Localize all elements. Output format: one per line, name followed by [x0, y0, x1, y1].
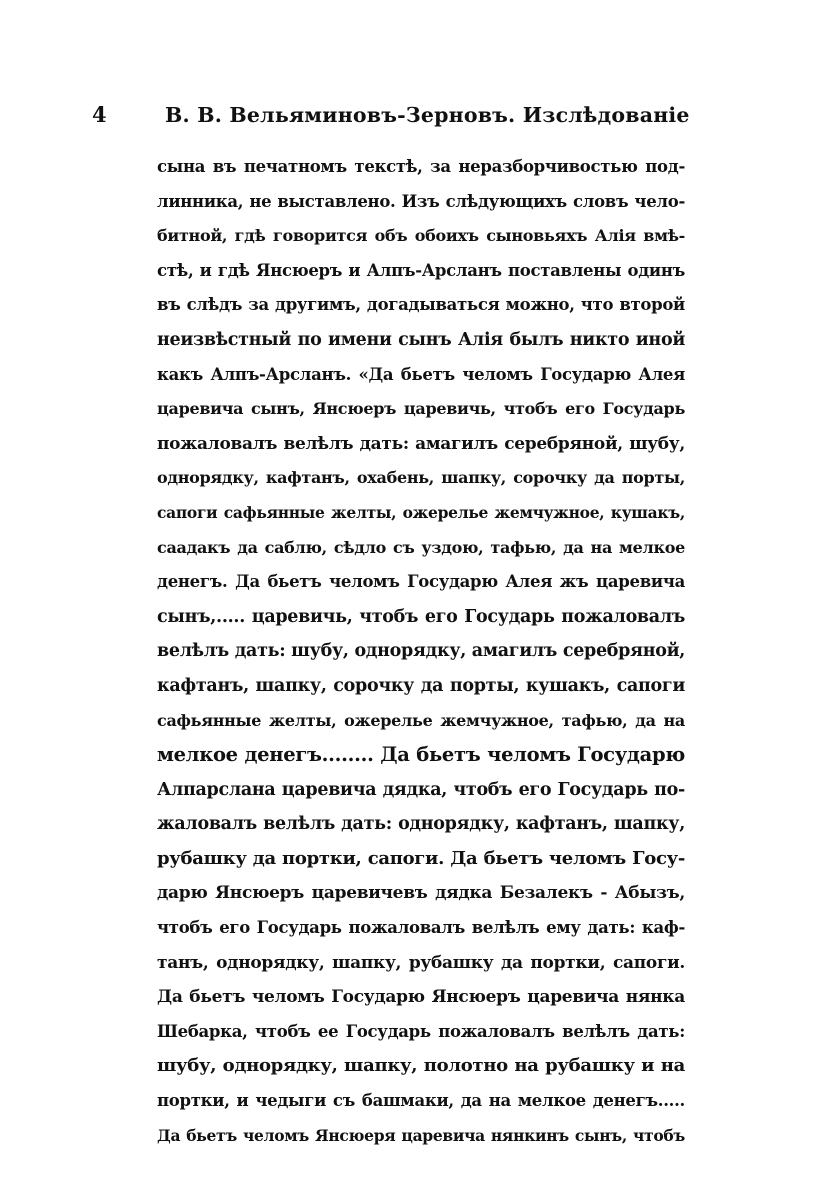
text-line: кафтанъ, шапку, сорочку да порты, кушакъ, сапоги [157, 675, 685, 696]
page-header [92, 100, 692, 130]
text-line: сына въ печатномъ текстѣ, за неразборчивостью под- [157, 157, 685, 176]
text-line: рубашку да портки, сапоги. Да бьетъ челомъ Госу- [157, 847, 685, 869]
text-line: сапоги сафьянные желты, ожерелье жемчужное, кушакъ, [157, 502, 685, 522]
text-line: линника, не выставлено. Изъ слѣдующихъ словъ чело- [157, 191, 685, 211]
text-line: Шебарка, чтобъ ее Государь пожаловалъ велѣлъ дать: [157, 1021, 685, 1041]
running-head: В. В. Вельяминовъ-Зерновъ. Изслѣдованіе [165, 103, 690, 127]
text-line: сынъ,..... царевичь, чтобъ его Государь пожаловалъ [157, 606, 685, 627]
text-line: битной, гдѣ говорится объ обоихъ сыновьяхъ Алія вмѣ- [157, 226, 685, 246]
text-line: пожаловалъ велѣлъ дать: амагилъ серебряной, шубу, [157, 433, 685, 454]
body-text [157, 150, 685, 1153]
text-line: дарю Янсюеръ царевичевъ дядка Безалекъ - Абызъ, [157, 883, 685, 904]
text-line: денегъ. Да бьетъ челомъ Государю Алея жъ царевича [157, 572, 685, 592]
text-line: шубу, однорядку, шапку, полотно на рубашку и на [157, 1055, 685, 1077]
text-line: стѣ, и гдѣ Янсюеръ и Алпъ-Арсланъ поставлены одинъ [157, 260, 685, 280]
text-line: однорядку, кафтанъ, охабень, шапку, сорочку да порты, [157, 468, 685, 488]
text-line: саадакъ да саблю, сѣдло съ уздою, тафью, да на мелкое [157, 537, 685, 557]
text-line: какъ Алпъ-Арсланъ. «Да бьетъ челомъ Государю Алея [157, 364, 685, 384]
text-line: жаловалъ велѣлъ дать: однорядку, кафтанъ, шапку, [157, 814, 685, 835]
text-line: Да бьетъ челомъ Янсюеря царевича нянкинъ сынъ, чтобъ [157, 1125, 685, 1145]
text-line: царевича сынъ, Янсюеръ царевичь, чтобъ его Государь [157, 399, 685, 419]
page-number: 4 [92, 102, 107, 127]
text-line: танъ, однорядку, шапку, рубашку да портки, сапоги. [157, 952, 685, 973]
text-line: велѣлъ дать: шубу, однорядку, амагилъ серебряной, [157, 641, 686, 662]
text-line: портки, и чедыги съ башмаки, да на мелкое денегъ..... [157, 1091, 685, 1111]
text-line: сафьянные желты, ожерелье жемчужное, тафью, да на [157, 710, 685, 730]
text-line: мелкое денегъ........ Да бьетъ челомъ Государю [157, 743, 685, 767]
text-line: въ слѣдъ за другимъ, догадываться можно, что второй [157, 295, 685, 315]
text-line: Алпарслана царевича дядка, чтобъ его Государь по- [157, 779, 685, 800]
text-line: чтобъ его Государь пожаловалъ велѣлъ ему дать: каф- [157, 918, 685, 938]
text-line: неизвѣстный по имени сынъ Алія былъ никто иной [157, 329, 685, 350]
text-line: Да бьетъ челомъ Государю Янсюеръ царевича нянка [157, 987, 685, 1008]
